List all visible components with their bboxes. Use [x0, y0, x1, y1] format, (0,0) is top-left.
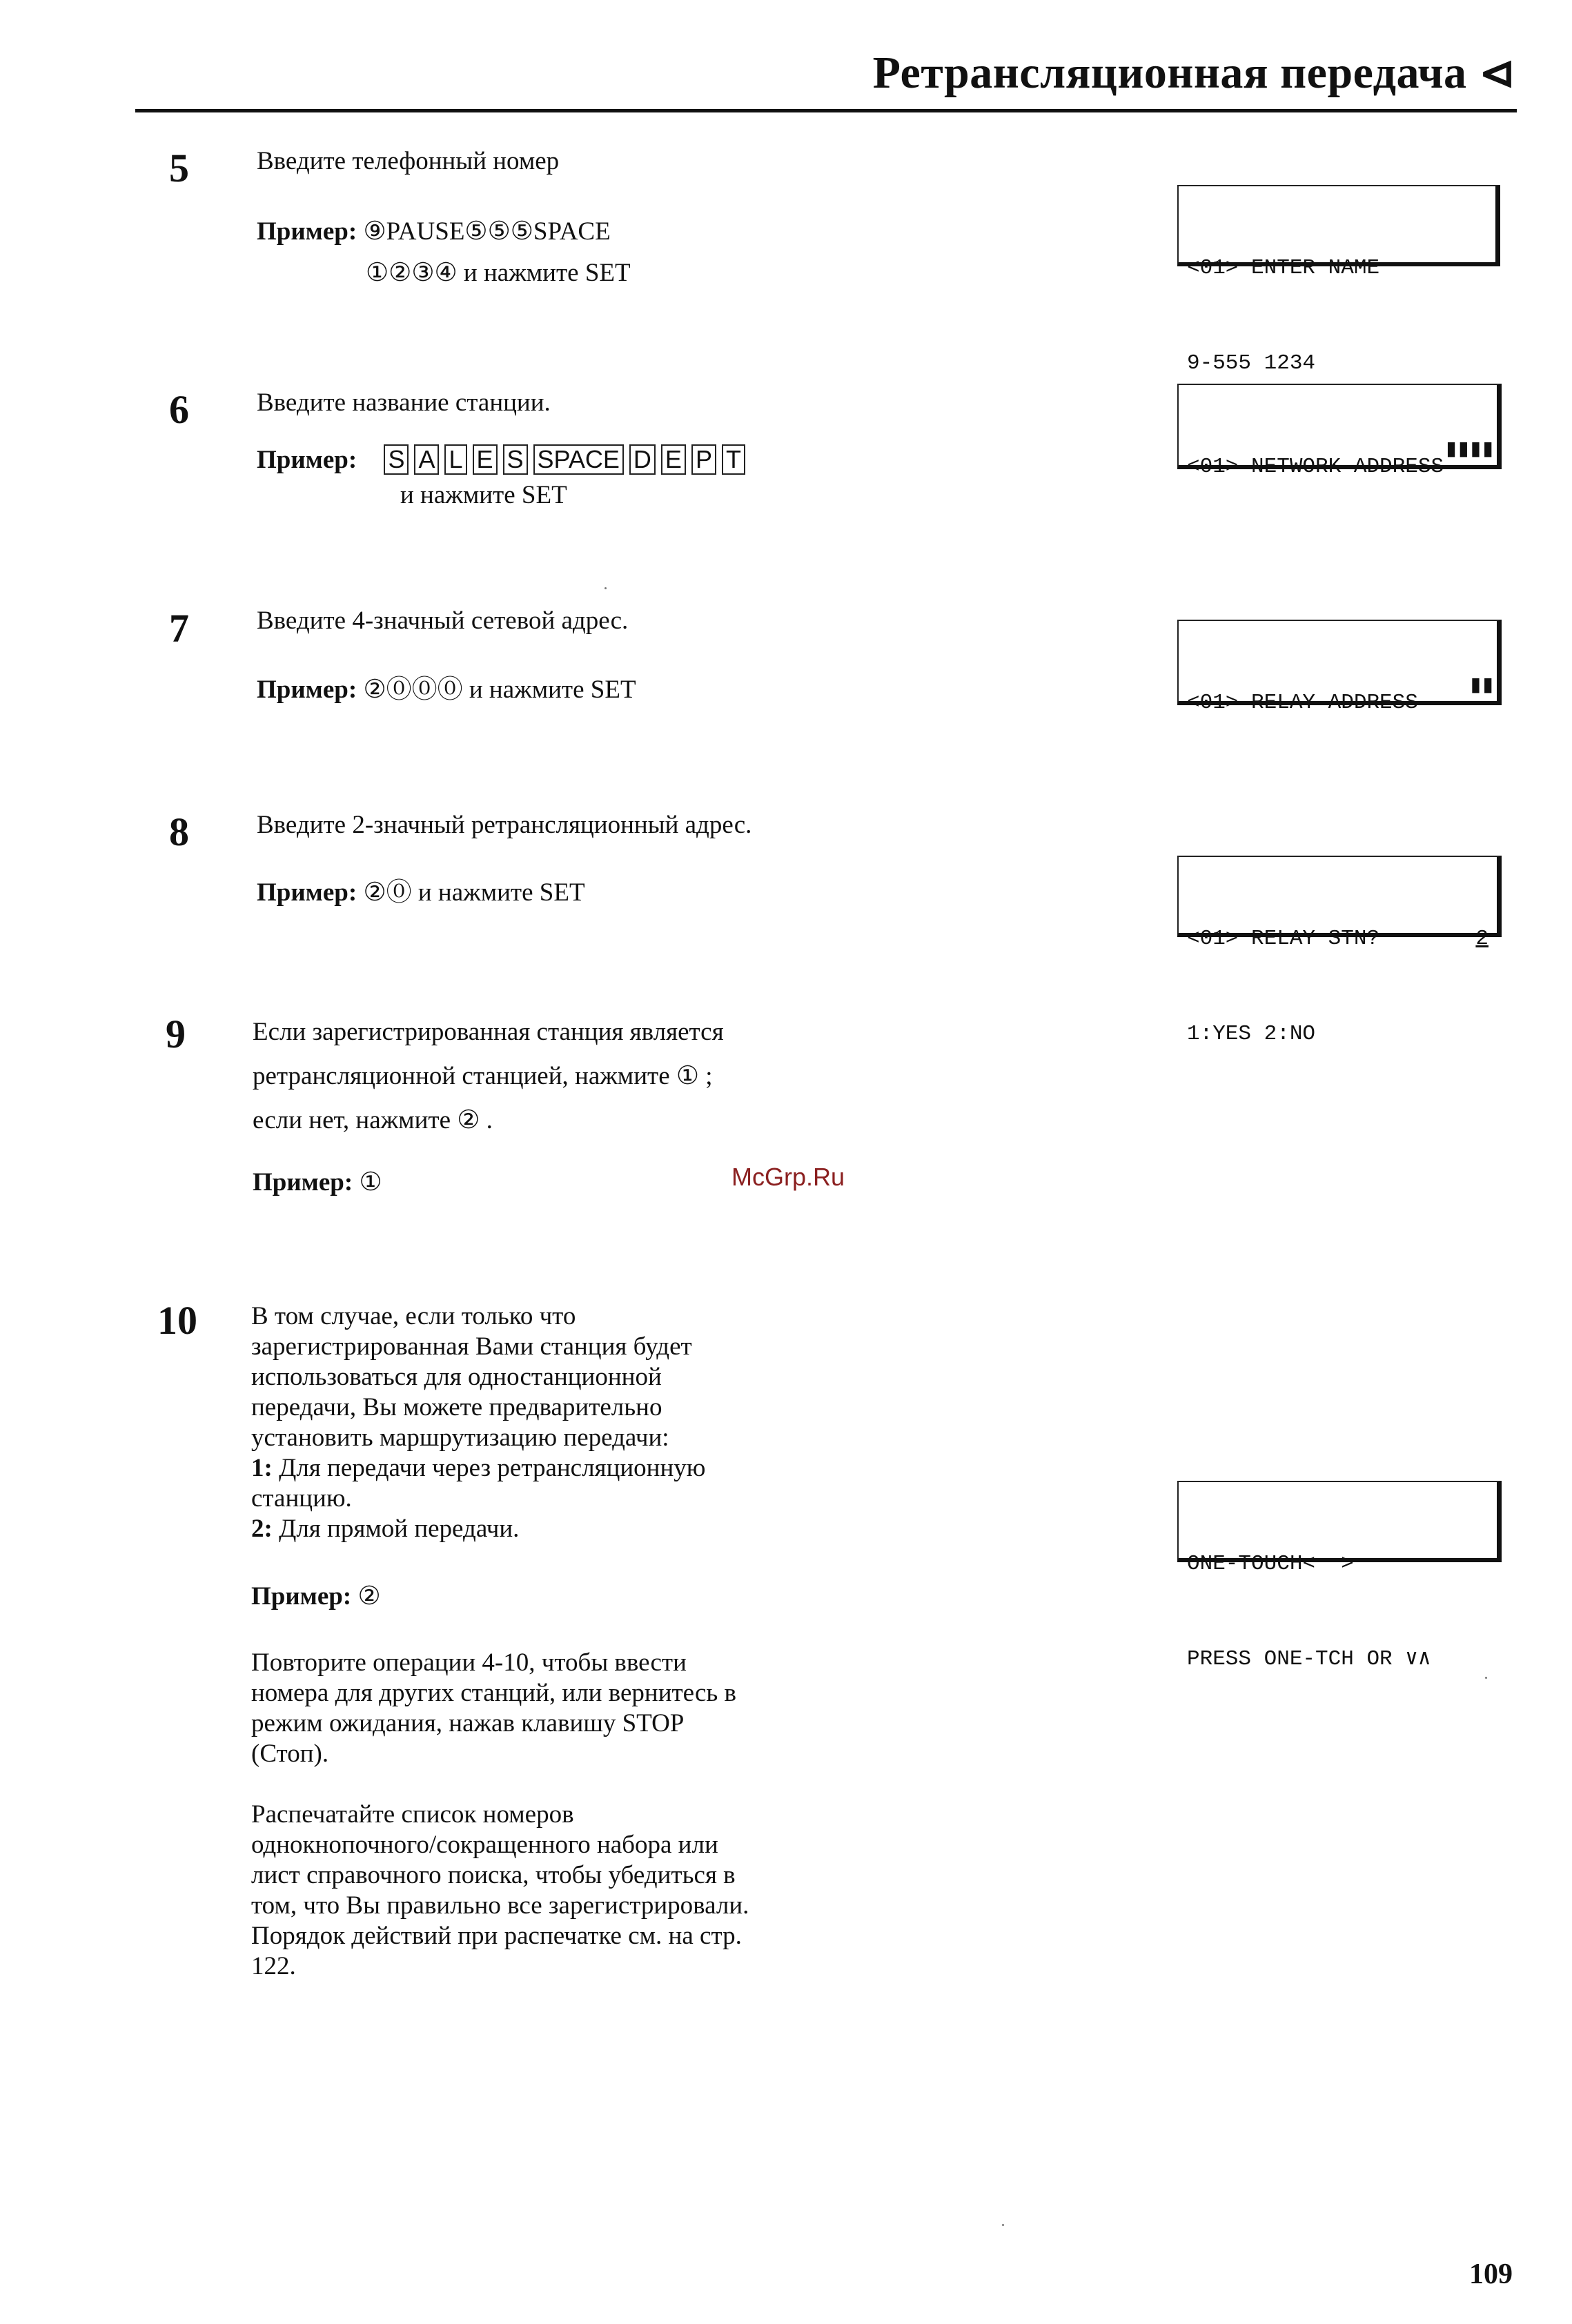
step-7-text: Введите 4-значный сетевой адрес. [257, 607, 629, 635]
step-7-number: 7 [169, 606, 189, 651]
step-9-example [253, 1168, 382, 1198]
page-number: 109 [1469, 2258, 1513, 2290]
step-6-example [257, 444, 751, 475]
step-6-number: 6 [169, 387, 189, 432]
example-label: Пример: [257, 217, 357, 246]
step-9-line: Если зарегистрированная станция является [253, 1018, 724, 1046]
lcd-line-1: ONE-TOUCH< > [1187, 1552, 1354, 1576]
key-p: P [691, 444, 716, 475]
repeat-line: (Стоп). [251, 1740, 329, 1768]
lcd-display-network-address [1177, 384, 1502, 479]
option-1-number: 1: [251, 1454, 273, 1482]
step-5-example-line2: ①②③④ и нажмите SET [366, 259, 631, 287]
header-divider [135, 109, 1517, 112]
step-7-example-value: ②⓪⓪⓪ и нажмите SET [363, 676, 636, 704]
option-2-text: Для прямой передачи. [279, 1515, 520, 1543]
repeat-line: номера для других станций, или вернитесь в [251, 1679, 737, 1707]
print-line: 122. [251, 1952, 296, 1980]
key-s: S [503, 444, 528, 475]
key-sequence [384, 446, 751, 474]
lcd-line-2: PRESS ONE-TCH OR ∨∧ [1187, 1647, 1431, 1671]
step-6-text: Введите название станции. [257, 388, 551, 417]
key-d: D [629, 444, 656, 475]
print-line: однокнопочного/сокращенного набора или [251, 1831, 718, 1859]
lcd-line-1 [1187, 923, 1489, 955]
repeat-line: режим ожидания, нажав клавишу STOP [251, 1709, 685, 1737]
lcd-line-2: 1:YES 2:NO [1187, 1022, 1316, 1046]
lcd-line-1-text: <01> RELAY STN? [1187, 927, 1380, 951]
step-9-line: ретрансляционной станцией, нажмите ① ; [253, 1062, 713, 1090]
key-s: S [384, 444, 409, 475]
lcd-line-1-value: 2 [1475, 927, 1489, 951]
step-10-number: 10 [157, 1298, 197, 1343]
step-6-example-tail: и нажмите SET [400, 481, 567, 509]
step-10-line: использоваться для одностанционной [251, 1363, 662, 1391]
arrow-left-icon: ⊲ [1479, 50, 1515, 97]
page-title-text: Ретрансляционная передача [872, 48, 1467, 98]
step-9-line: если нет, нажмите ② . [253, 1106, 493, 1134]
option-2-number: 2: [251, 1515, 273, 1543]
step-8-text: Введите 2-значный ретрансляционный адрес. [257, 811, 752, 839]
step-5-number: 5 [169, 146, 189, 190]
step-10-line: зарегистрированная Вами станция будет [251, 1332, 692, 1361]
print-line: том, что Вы правильно все зарегистрировали. [251, 1891, 749, 1920]
option-1 [251, 1453, 838, 1484]
key-e: E [473, 444, 498, 475]
option-1-cont: станцию. [251, 1484, 352, 1513]
example-label: Пример: [257, 878, 357, 907]
step-9-example-value: ① [359, 1168, 382, 1197]
lcd-line-1: <01> ENTER NAME [1187, 256, 1380, 280]
lcd-line-1: <01> NETWORK ADDRESS [1187, 455, 1444, 479]
scan-speck [605, 587, 607, 589]
lcd-display-enter-name [1177, 185, 1500, 375]
step-5-example [257, 217, 611, 247]
step-10-example [251, 1582, 381, 1612]
signal-bars-icon: ▮▮▮▮ [1444, 435, 1493, 464]
print-line: Распечатайте список номеров [251, 1800, 574, 1829]
lcd-line-2: 9-555 1234 [1187, 351, 1316, 375]
step-10-line: передачи, Вы можете предварительно [251, 1393, 662, 1421]
key-t: T [722, 444, 745, 475]
example-label: Пример: [251, 1582, 352, 1611]
scan-speck [1002, 2224, 1004, 2226]
key-l: L [444, 444, 466, 475]
step-7-example [257, 675, 636, 705]
signal-bars-icon: ▮▮ [1468, 671, 1493, 700]
step-9-number: 9 [166, 1012, 186, 1056]
repeat-instructions [251, 1648, 838, 1769]
scan-speck [1485, 1677, 1487, 1679]
lcd-display-one-touch [1177, 1481, 1502, 1671]
example-label: Пример: [257, 446, 357, 474]
example-label: Пример: [257, 676, 357, 704]
watermark: McGrp.Ru [731, 1163, 845, 1191]
step-8-example-value: ②⓪ и нажмите SET [363, 878, 585, 907]
step-10-line: установить маршрутизацию передачи: [251, 1424, 669, 1452]
step-8-example [257, 878, 585, 908]
print-line: Порядок действий при распечатке см. на стр. [251, 1922, 742, 1950]
repeat-line: Повторите операции 4-10, чтобы ввести [251, 1648, 687, 1677]
example-label: Пример: [253, 1168, 353, 1197]
step-10-text [251, 1301, 838, 1544]
key-space: SPACE [533, 444, 624, 475]
print-line: лист справочного поиска, чтобы убедиться в [251, 1861, 736, 1889]
step-10-example-value: ② [357, 1582, 381, 1611]
key-a: A [414, 444, 439, 475]
option-1-text: Для передачи через ретрансляционную [279, 1454, 706, 1482]
lcd-display-relay-address [1177, 620, 1502, 715]
step-9-text [253, 1010, 839, 1143]
step-5-text: Введите телефонный номер [257, 147, 560, 175]
step-8-number: 8 [169, 809, 189, 854]
lcd-line-1: <01> RELAY ADDRESS [1187, 691, 1418, 715]
step-10-line: В том случае, если только что [251, 1302, 576, 1330]
step-5-example-line1: ⑨PAUSE⑤⑤⑤SPACE [363, 217, 611, 246]
print-instructions [251, 1800, 838, 1982]
lcd-display-relay-stn [1177, 856, 1502, 1046]
key-e: E [661, 444, 686, 475]
option-2 [251, 1514, 838, 1544]
page-title [873, 47, 1515, 99]
